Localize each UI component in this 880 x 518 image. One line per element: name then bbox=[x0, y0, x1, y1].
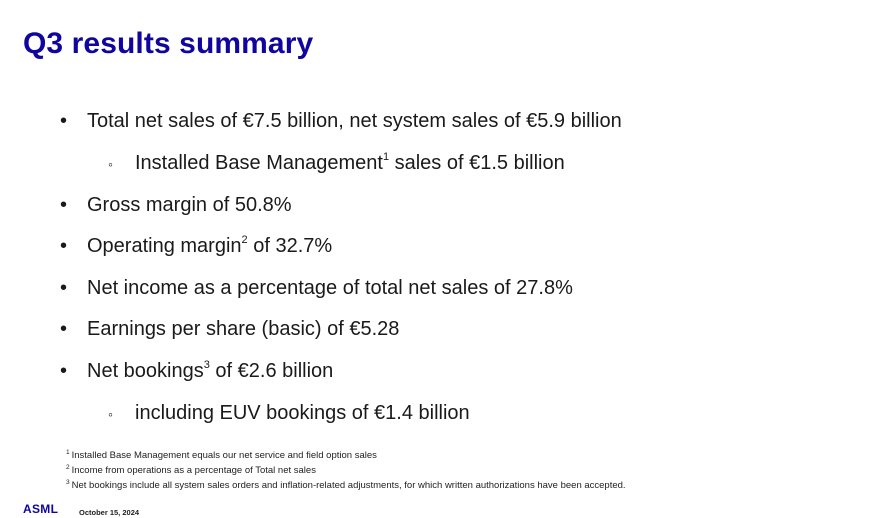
footnote-number: 3 bbox=[66, 479, 70, 486]
footnote-number: 1 bbox=[66, 449, 70, 456]
bullet-text: Operating margin bbox=[87, 235, 242, 257]
sub-bullet-marker: ◦ bbox=[108, 406, 113, 422]
bullet-text-rest: of €2.6 billion bbox=[209, 360, 334, 382]
asml-logo: ASML bbox=[23, 502, 59, 516]
bullet-item bbox=[60, 109, 622, 133]
bullet-item bbox=[60, 317, 400, 341]
bullet-text: including EUV bookings of €1.4 billion bbox=[135, 402, 470, 424]
bullet-text-rest: of 32.7% bbox=[247, 235, 333, 257]
bullet-text: Earnings per share (basic) of €5.28 bbox=[87, 318, 400, 340]
bullet-marker: • bbox=[60, 277, 68, 299]
bullet-text: Net bookings bbox=[87, 360, 204, 382]
bullet-text: Net income as a percentage of total net sales of 27.8% bbox=[87, 277, 573, 299]
bullet-item bbox=[60, 234, 333, 258]
footnote bbox=[66, 463, 626, 478]
bullet-marker: • bbox=[60, 110, 68, 132]
sub-bullet-item bbox=[108, 401, 470, 425]
footnote bbox=[66, 448, 626, 463]
footnote-ref: 3 bbox=[203, 359, 210, 371]
bullet-item bbox=[60, 359, 334, 383]
footnote-ref: 2 bbox=[241, 234, 248, 246]
bullet-text: Installed Base Management bbox=[135, 152, 383, 174]
bullet-text: Total net sales of €7.5 billion, net system sales of €5.9 billion bbox=[87, 110, 622, 132]
sub-bullet-item bbox=[108, 151, 565, 175]
slide-title: Q3 results summary bbox=[23, 27, 314, 60]
bullet-marker: • bbox=[60, 235, 68, 257]
footnote bbox=[66, 478, 626, 493]
bullet-item bbox=[60, 276, 573, 300]
footnotes bbox=[66, 448, 626, 493]
bullet-marker: • bbox=[60, 194, 68, 216]
sub-bullet-marker: ◦ bbox=[108, 156, 113, 172]
footnote-text: Installed Base Management equals our net service and field option sales bbox=[71, 450, 377, 461]
bullet-marker: • bbox=[60, 360, 68, 382]
footnote-number: 2 bbox=[66, 464, 70, 471]
bullet-text: Gross margin of 50.8% bbox=[87, 194, 292, 216]
presentation-date: October 15, 2024 bbox=[79, 508, 140, 517]
bullet-marker: • bbox=[60, 318, 68, 340]
footnote-text: Income from operations as a percentage of Total net sales bbox=[71, 465, 316, 476]
footnote-ref: 1 bbox=[382, 151, 390, 163]
bullet-text-rest: sales of €1.5 billion bbox=[389, 152, 565, 174]
footnote-text: Net bookings include all system sales orders and inflation-related adjustments, for which written authorizations have been accepted. bbox=[71, 480, 626, 491]
bullet-item bbox=[60, 193, 292, 217]
